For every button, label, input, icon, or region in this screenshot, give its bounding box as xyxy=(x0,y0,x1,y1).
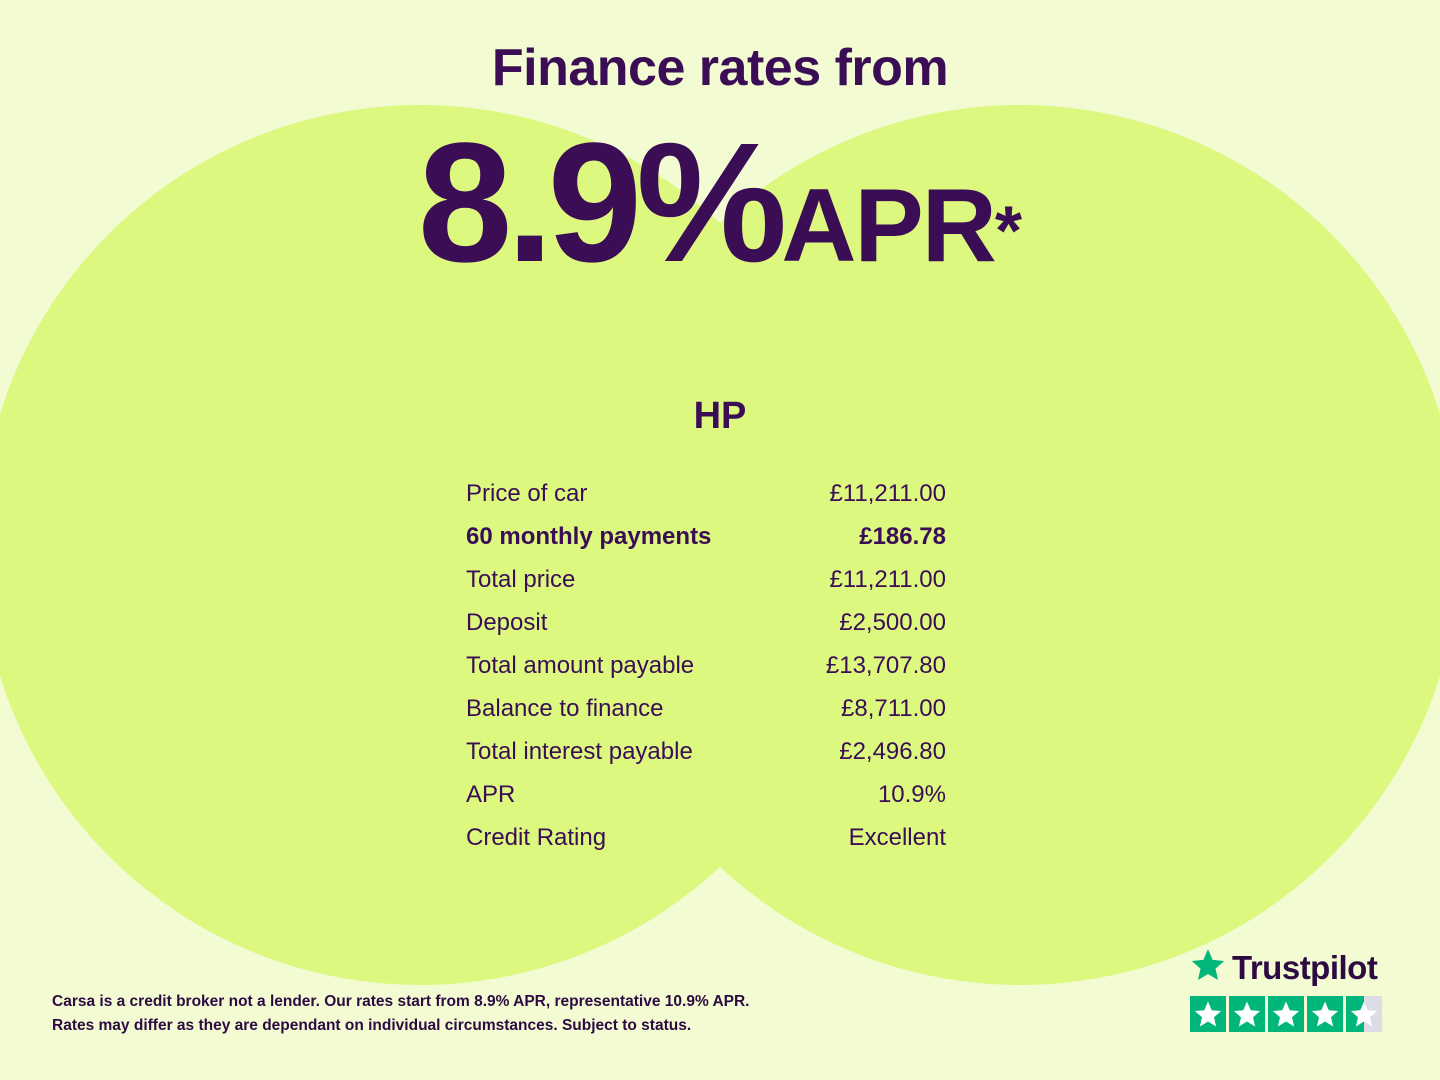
row-label: Total interest payable xyxy=(466,738,693,765)
table-row xyxy=(466,644,946,687)
table-row xyxy=(466,515,946,558)
table-row xyxy=(466,601,946,644)
disclaimer-line-2: Rates may differ as they are dependant on individual circumstances. Subject to status. xyxy=(52,1016,692,1034)
row-label: Total amount payable xyxy=(466,652,695,679)
table-row xyxy=(466,687,946,730)
star-icon xyxy=(1229,996,1265,1032)
row-value: £11,211.00 xyxy=(829,480,946,507)
row-value: £2,496.80 xyxy=(839,738,946,765)
rate-apr-label: APR xyxy=(781,168,995,284)
star-icon xyxy=(1268,996,1304,1032)
row-label: 60 monthly payments xyxy=(466,523,712,550)
star-icon xyxy=(1190,996,1226,1032)
row-label: Balance to finance xyxy=(466,695,664,722)
disclaimer-line-1: Carsa is a credit broker not a lender. Our rates start from 8.9% APR, representative 10.9% APR. xyxy=(52,992,750,1010)
table-row xyxy=(466,472,946,515)
table-row xyxy=(466,558,946,601)
row-label: APR xyxy=(466,781,516,808)
finance-details-table xyxy=(466,472,946,859)
row-value: 10.9% xyxy=(877,781,946,808)
row-value: £186.78 xyxy=(859,523,946,550)
row-value: £2,500.00 xyxy=(839,609,946,636)
trustpilot-wordmark: Trustpilot xyxy=(1232,948,1378,986)
trustpilot-logo xyxy=(1190,947,1390,988)
row-label: Deposit xyxy=(466,609,548,636)
legal-disclaimer xyxy=(52,990,812,1038)
row-label: Credit Rating xyxy=(466,824,607,851)
table-row xyxy=(466,730,946,773)
page-title: Finance rates from xyxy=(491,39,949,97)
trustpilot-rating xyxy=(1190,947,1390,1032)
asterisk-marker: * xyxy=(994,191,1023,270)
row-value: £11,211.00 xyxy=(829,566,946,593)
rate-percent: 8.9% xyxy=(417,108,782,298)
table-row xyxy=(466,773,946,816)
finance-plan-title: HP xyxy=(693,395,747,437)
star-icon xyxy=(1307,996,1343,1032)
star-icon xyxy=(1190,947,1226,988)
row-value: £8,711.00 xyxy=(841,695,946,722)
half-star-icon xyxy=(1346,996,1382,1032)
table-row xyxy=(466,816,946,859)
row-value: Excellent xyxy=(848,824,946,851)
rate-headline xyxy=(0,108,1440,298)
star-rating xyxy=(1190,996,1390,1032)
row-label: Total price xyxy=(466,566,576,593)
row-value: £13,707.80 xyxy=(825,652,946,679)
row-label: Price of car xyxy=(466,480,588,507)
